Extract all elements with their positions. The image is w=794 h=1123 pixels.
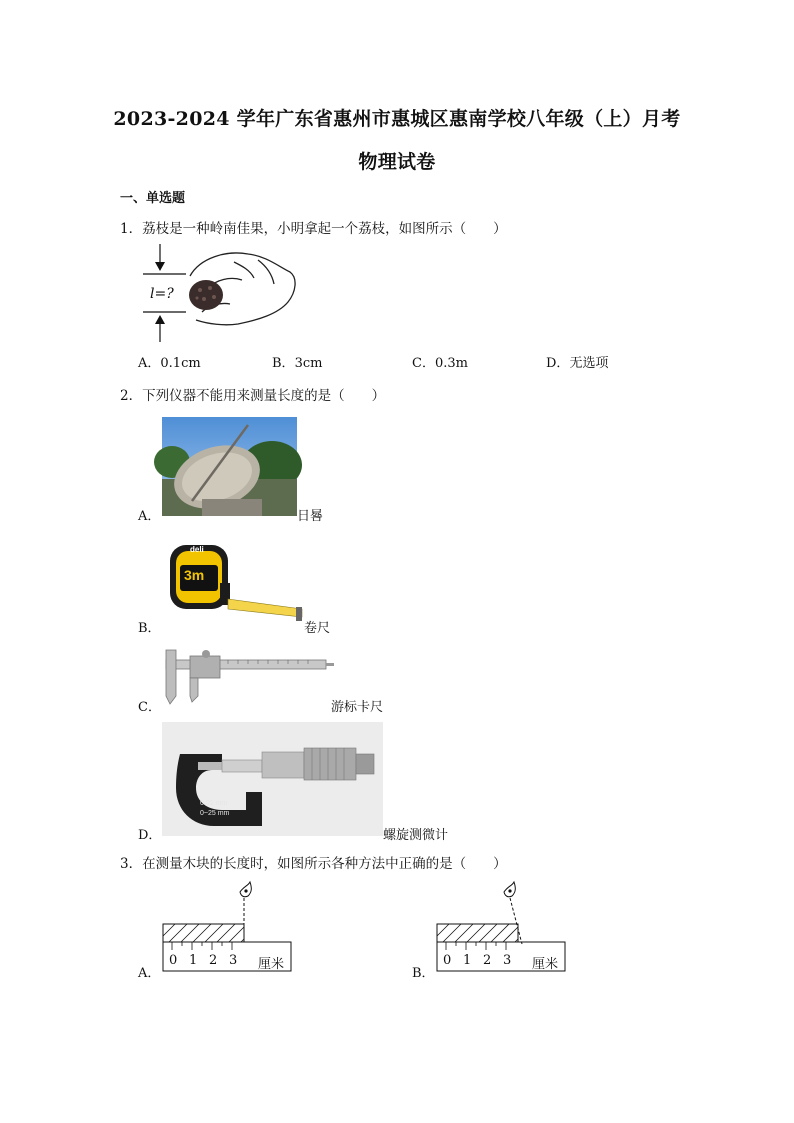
section-heading: 一、单选题 bbox=[120, 191, 186, 206]
q2-caption-c: 游标卡尺 bbox=[331, 700, 384, 715]
q2-caption-a: 日晷 bbox=[297, 509, 324, 524]
ruler-a-tick-1: 1 bbox=[189, 953, 198, 968]
ruler-b-tick-1: 1 bbox=[463, 953, 472, 968]
tape-brand: deli bbox=[190, 545, 204, 554]
ruler-a-tick-3: 3 bbox=[229, 953, 238, 968]
vernier-caliper-photo bbox=[158, 646, 334, 706]
ruler-b-tick-2: 2 bbox=[483, 953, 492, 968]
q2-option-d-letter[interactable]: D． bbox=[138, 828, 162, 843]
ruler-a-unit: 厘米 bbox=[258, 957, 285, 972]
tape-measure-photo bbox=[162, 537, 306, 629]
ruler-a-tick-2: 2 bbox=[209, 953, 218, 968]
q2-option-b-letter[interactable]: B． bbox=[138, 621, 161, 636]
q3-option-b-letter[interactable]: B． bbox=[412, 966, 435, 981]
question-1-stem: 1．荔枝是一种岭南佳果，小明拿起一个荔枝，如图所示（ ） bbox=[120, 221, 507, 237]
q2-option-c-letter[interactable]: C． bbox=[138, 700, 161, 715]
question-3-stem: 3．在测量木块的长度时，如图所示各种方法中正确的是（ ） bbox=[120, 856, 507, 872]
length-label: l=? bbox=[150, 286, 174, 302]
q2-caption-b: 卷尺 bbox=[304, 621, 331, 636]
q1-option-d[interactable]: D．无选项 bbox=[546, 356, 609, 371]
ruler-b-tick-3: 3 bbox=[503, 953, 512, 968]
sundial-photo bbox=[162, 417, 297, 516]
page-subtitle: 物理试卷 bbox=[358, 151, 436, 173]
micrometer-engraving-1: 0.01 mm bbox=[200, 800, 228, 807]
page-title: 2023-2024 学年广东省惠州市惠城区惠南学校八年级（上）月考 bbox=[113, 108, 681, 130]
q2-option-a-letter[interactable]: A． bbox=[138, 509, 161, 524]
q3-option-a-letter[interactable]: A． bbox=[138, 966, 161, 981]
tape-size: 3m bbox=[184, 567, 205, 583]
ruler-a-tick-0: 0 bbox=[169, 953, 178, 968]
q1-option-c[interactable]: C．0.3m bbox=[412, 356, 468, 371]
q2-caption-d: 螺旋测微计 bbox=[383, 828, 449, 843]
micrometer-engraving-2: 0~25 mm bbox=[200, 810, 230, 817]
question-2-stem: 2．下列仪器不能用来测量长度的是（ ） bbox=[120, 388, 386, 404]
ruler-b-tick-0: 0 bbox=[443, 953, 452, 968]
ruler-b-unit: 厘米 bbox=[532, 957, 559, 972]
q1-option-b[interactable]: B．3cm bbox=[272, 356, 323, 371]
micrometer-photo bbox=[162, 722, 383, 836]
q1-option-a[interactable]: A．0.1cm bbox=[138, 356, 201, 371]
